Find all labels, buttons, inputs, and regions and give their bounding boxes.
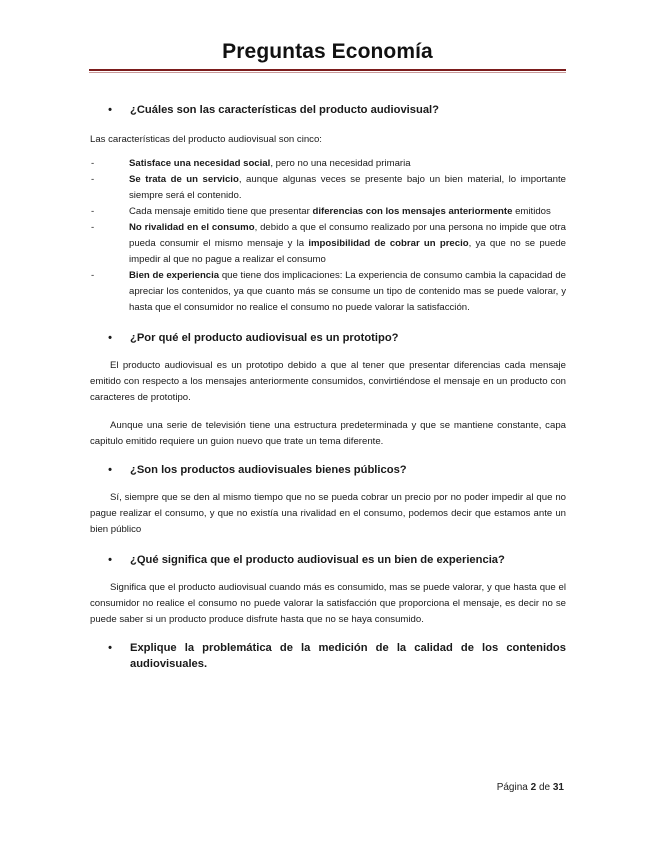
list-item-bold: Bien de experiencia — [129, 270, 220, 281]
q4-paragraph-1: Significa que el producto audiovisual cuando más es consumido, mas se puede valorar, y que hasta que el consumidor no realice el consumo no puede valorar la satisfacción que proporciona el mensaje, es decir no se puede saber si un producto produce disfrute hasta que no se haya consumido. — [90, 582, 566, 625]
dash: - — [91, 174, 95, 185]
q1-intro: Las características del producto audiovisual son cinco: — [90, 134, 322, 145]
dash: - — [91, 158, 95, 169]
list-item-bold: diferencias con los mensajes anteriormente — [312, 206, 513, 217]
page-footer — [497, 782, 564, 793]
list-item-bold: imposibilidad de cobrar un precio — [308, 238, 469, 249]
bullet: • — [108, 332, 112, 344]
list-item-bold: Satisface una necesidad social — [129, 158, 271, 169]
header-rule-thin — [89, 72, 566, 73]
footer-page-total: 31 — [552, 782, 564, 793]
bullet: • — [108, 642, 112, 654]
list-item — [90, 220, 566, 268]
dash: - — [91, 222, 95, 233]
dash: - — [91, 270, 95, 281]
list-item — [90, 268, 566, 316]
list-item-text: , pero no una necesidad primaria — [270, 158, 411, 169]
q3-paragraph-1: Sí, siempre que se den al mismo tiempo que no se pueda cobrar un precio por no poder impedir al que no pague realizar el consumo, y que no existía una rivalidad en el consumo, podemos decir que estamos ante un bien público — [90, 492, 566, 535]
list-item-text: , debido a que el consumo realizado por una persona no impide que otra pueda consumir el mismo mensaje y la — [129, 222, 566, 249]
header-rule — [89, 69, 566, 71]
question-3-text: ¿Son los productos audiovisuales bienes públicos? — [130, 464, 407, 476]
list-item-text: Cada mensaje emitido tiene que presentar — [129, 206, 313, 217]
bullet: • — [108, 104, 112, 116]
q2-paragraph-2: Aunque una serie de televisión tiene una estructura predeterminada y que se mantiene constante, capa capitulo emitido requiere un guion nuevo que trate un tema diferente. — [90, 420, 566, 447]
list-item-text: , ya que no se puede impedir al que no pague a realizar el consumo — [129, 238, 566, 265]
question-5-text: Explique la problemática de la medición de la calidad de los contenidos audiovisuales. — [130, 642, 566, 670]
document-body — [90, 98, 566, 672]
question-2-text: ¿Por qué el producto audiovisual es un prototipo? — [130, 332, 399, 344]
list-item-bold: No rivalidad en el consumo — [129, 222, 255, 233]
list-item-bold: Se trata de un servicio — [129, 174, 239, 185]
question-5 — [90, 640, 566, 672]
footer-separator: de — [538, 782, 551, 793]
question-4 — [90, 552, 566, 568]
list-item-text: , aunque algunas veces se presente bajo un bien material, lo importante siempre será el contenido. — [129, 174, 566, 201]
dash: - — [91, 206, 95, 217]
bullet: • — [108, 554, 112, 566]
bullet: • — [108, 464, 112, 476]
list-item-text: que tiene dos implicaciones: La experiencia de consumo cambia la capacidad de apreciar los contenidos, ya que cuanto más se consume un tipo de contenido mas se puede valorar, y hasta que el consumidor no realice el consumo no puede valorar la satisfacción. — [129, 270, 566, 313]
list-item-text: emitidos — [512, 206, 551, 217]
footer-page-number: 2 — [530, 782, 537, 793]
question-4-text: ¿Qué significa que el producto audiovisual es un bien de experiencia? — [130, 554, 505, 566]
question-1 — [90, 102, 566, 118]
q2-paragraph-1: El producto audiovisual es un prototipo debido a que al tener que presentar diferencias cada mensaje emitido con respecto a los mensajes anteriormente consumidos, convirtiéndose el mensaje en un producto con caracteres de prototipo. — [90, 360, 566, 403]
list-item — [90, 204, 566, 220]
page-title: Preguntas Economía — [222, 40, 433, 63]
q1-characteristics-list — [90, 156, 566, 316]
question-1-text: ¿Cuáles son las características del producto audiovisual? — [130, 104, 440, 116]
footer-page-label: Página — [496, 782, 528, 793]
question-2 — [90, 330, 566, 346]
list-item — [90, 156, 566, 172]
list-item — [90, 172, 566, 204]
question-3 — [90, 462, 566, 478]
